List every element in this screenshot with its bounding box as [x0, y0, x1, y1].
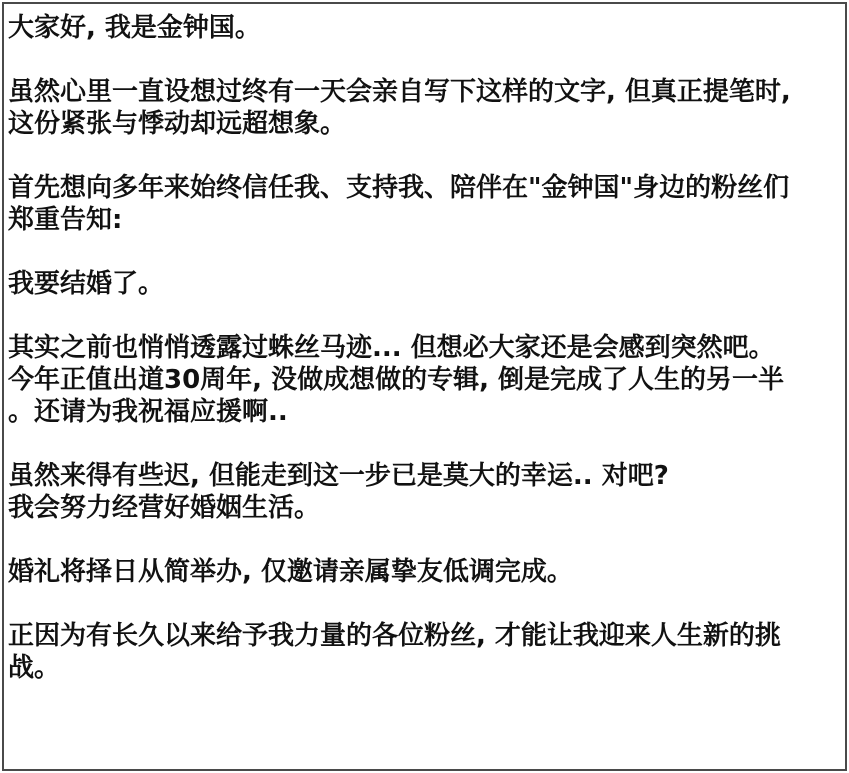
paragraph-line: 正因为有长久以来给予我力量的各位粉丝, 才能让我迎来人生新的挑	[8, 621, 781, 651]
paragraph-line: 今年正值出道30周年, 没做成想做的专辑, 倒是完成了人生的另一半	[8, 365, 785, 395]
blank-line	[8, 428, 847, 460]
announcement-line: 我要结婚了。	[8, 269, 165, 299]
blank-line	[8, 140, 847, 172]
paragraph-line: 首先想向多年来始终信任我、支持我、陪伴在"金钟国"身边的粉丝们	[8, 173, 790, 203]
paragraph-line: 这份紧张与悸动却远超想象。	[8, 109, 347, 139]
paragraph-line: 婚礼将择日从简举办, 仅邀请亲属挚友低调完成。	[8, 557, 573, 587]
blank-line	[8, 588, 847, 620]
paragraph-line: 我会努力经营好婚姻生活。	[8, 493, 321, 523]
paragraph-line: 战。	[8, 653, 61, 683]
blank-line	[8, 44, 847, 76]
letter-text	[8, 12, 847, 684]
document-frame	[2, 2, 847, 771]
paragraph-line: 郑重告知:	[8, 205, 123, 235]
paragraph-line: 虽然心里一直设想过终有一天会亲自写下这样的文字, 但真正提笔时,	[8, 77, 791, 107]
blank-line	[8, 300, 847, 332]
paragraph-line: 。还请为我祝福应援啊..	[8, 397, 288, 427]
paragraph-line: 虽然来得有些迟, 但能走到这一步已是莫大的幸运.. 对吧?	[8, 461, 669, 491]
blank-line	[8, 236, 847, 268]
paragraph-line: 其实之前也悄悄透露过蛛丝马迹... 但想必大家还是会感到突然吧。	[8, 333, 775, 363]
greeting-line: 大家好, 我是金钟国。	[8, 13, 261, 43]
blank-line	[8, 524, 847, 556]
